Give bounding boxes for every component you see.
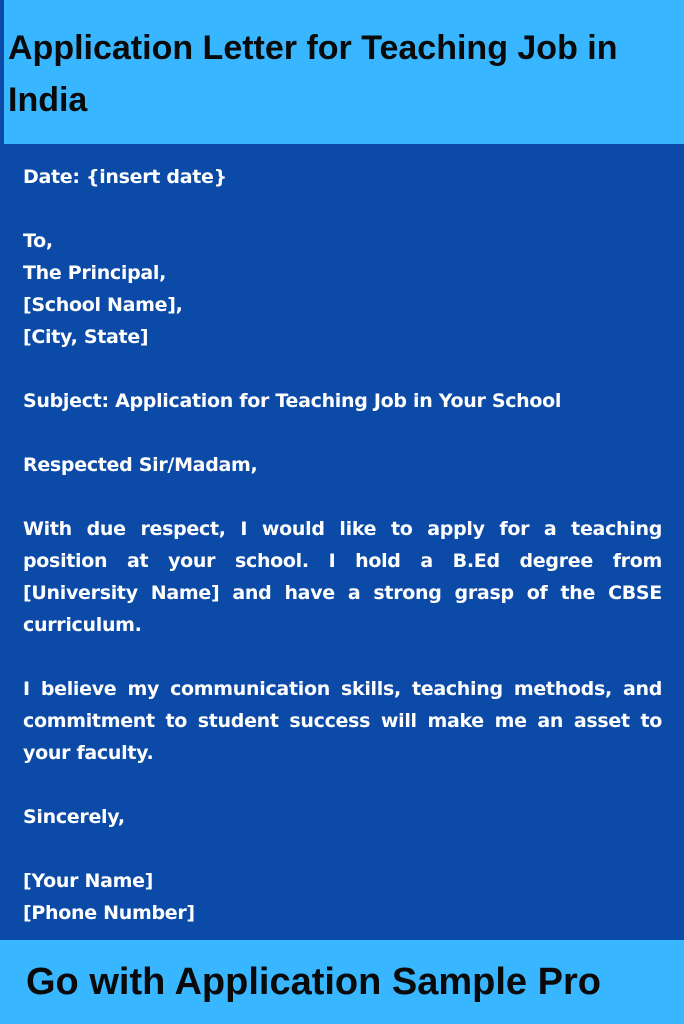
page-title: Application Letter for Teaching Job in India <box>8 29 618 119</box>
letter-subject: Subject: Application for Teaching Job in Your School <box>23 390 562 412</box>
signature-line: [Phone Number] <box>23 902 195 924</box>
letter-salutation: Respected Sir/Madam, <box>23 454 258 476</box>
letter-closing: Sincerely, <box>23 806 125 828</box>
header-banner <box>0 0 684 144</box>
spacer <box>23 193 662 225</box>
letter-date: Date: {insert date} <box>23 166 227 188</box>
recipient-line: [City, State] <box>23 326 149 348</box>
spacer <box>23 769 662 801</box>
spacer <box>23 353 662 385</box>
footer-tagline: Go with Application Sample Pro <box>26 961 601 1003</box>
spacer <box>23 833 662 865</box>
signature-line: [Your Name] <box>23 870 154 892</box>
letter-paragraph-1: With due respect, I would like to apply for a teaching position at your school. I hold a B.Ed degree from [University Name] and have a strong grasp of the CBSE curriculum. <box>23 518 662 636</box>
footer-banner <box>0 940 684 1024</box>
recipient-line: To, <box>23 230 53 252</box>
letter-paragraph-2: I believe my communication skills, teaching methods, and commitment to student success will make me an asset to your faculty. <box>23 678 662 764</box>
letter-body <box>0 144 684 940</box>
spacer <box>23 481 662 513</box>
spacer <box>23 417 662 449</box>
spacer <box>23 641 662 673</box>
recipient-line: [School Name], <box>23 294 183 316</box>
letter-content <box>23 161 662 929</box>
recipient-line: The Principal, <box>23 262 167 284</box>
